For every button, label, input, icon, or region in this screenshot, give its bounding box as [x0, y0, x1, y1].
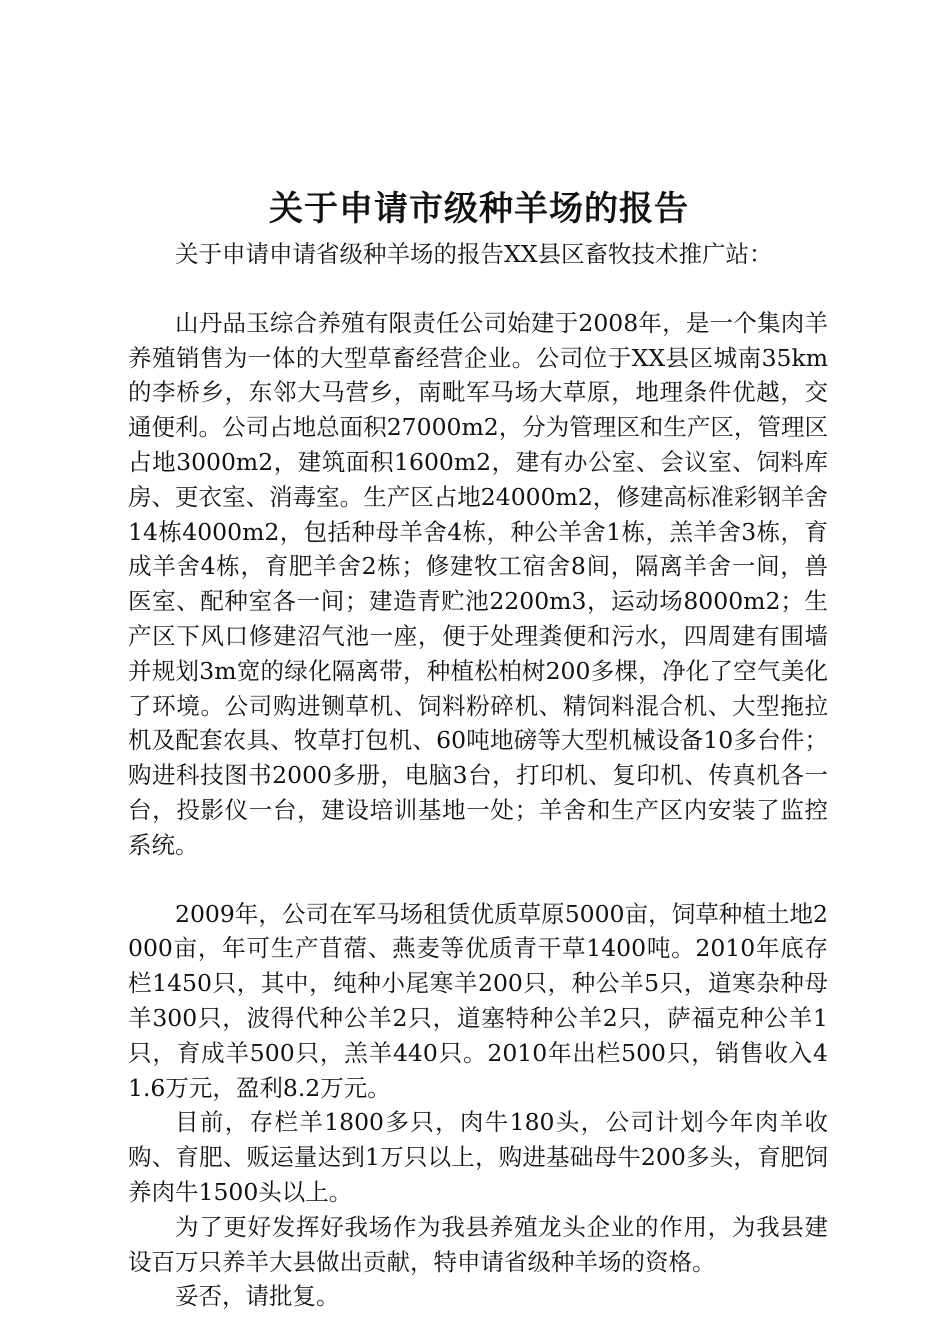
paragraph-application-purpose: 为了更好发挥好我场作为我县养殖龙头企业的作用，为我县建设百万只养羊大县做出贡献，特申请省级种羊场的资格。 [128, 1212, 828, 1276]
document-title: 关于申请市级种羊场的报告 [269, 189, 689, 229]
document-page [128, 185, 828, 1314]
salutation-line: 关于申请申请省级种羊场的报告XX县区畜牧技术推广站： [175, 240, 773, 268]
paragraph-2009-operations: 2009年，公司在军马场租赁优质草原5000亩，饲草种植土地2000亩，年可生产苜蓿、燕麦等优质青干草1400吨。2010年底存栏1450只，其中，纯种小尾寒羊200只，种公羊5只，道寒杂种母羊300只，波得代种公羊2只，道塞特种公羊2只，萨福克种公羊1只，育成羊500只，羔羊440只。2010年出栏500只，销售收入41.6万元，盈利8.2万元。 [128, 899, 828, 1102]
paragraph-closing-request: 妥否，请批复。 [175, 1282, 340, 1311]
paragraph-current-stock: 目前，存栏羊1800多只，肉牛180头，公司计划今年肉羊收购、育肥、贩运量达到1万只以上，购进基础母牛200多头，育肥饲养肉牛1500头以上。 [128, 1108, 828, 1206]
spacer [128, 863, 828, 897]
paragraph-company-overview: 山丹品玉综合养殖有限责任公司始建于2008年，是一个集肉羊养殖销售为一体的大型草畜经营企业。公司位于XX县区城南35km的李桥乡，东邻大马营乡，南毗军马场大草原，地理条件优越，交通便利。公司占地总面积27000m2，分为管理区和生产区，管理区占地3000m2，建筑面积1600m2，建有办公室、会议室、饲料库房、更衣室、消毒室。生产区占地24000m2，修建高标准彩钢羊舍14栋4000m2，包括种母羊舍4栋，种公羊舍1栋，羔羊舍3栋，育成羊舍4栋，育肥羊舍2栋；修建牧工宿舍8间，隔离羊舍一间，兽医室、配种室各一间；建造青贮池2200m3，运动场8000m2；生产区下风口修建沼气池一座，便于处理粪便和污水，四周建有围墙并规划3m宽的绿化隔离带，种植松柏树200多棵，净化了空气美化了环境。公司购进铡草机、饲料粉碎机、精饲料混合机、大型拖拉机及配套农具、牧草打包机、60吨地磅等大型机械设备10多台件；购进科技图书2000多册，电脑3台，打印机、复印机、传真机各一台，投影仪一台，建设培训基地一处；羊舍和生产区内安装了监控系统。 [128, 308, 828, 859]
spacer [128, 272, 828, 306]
